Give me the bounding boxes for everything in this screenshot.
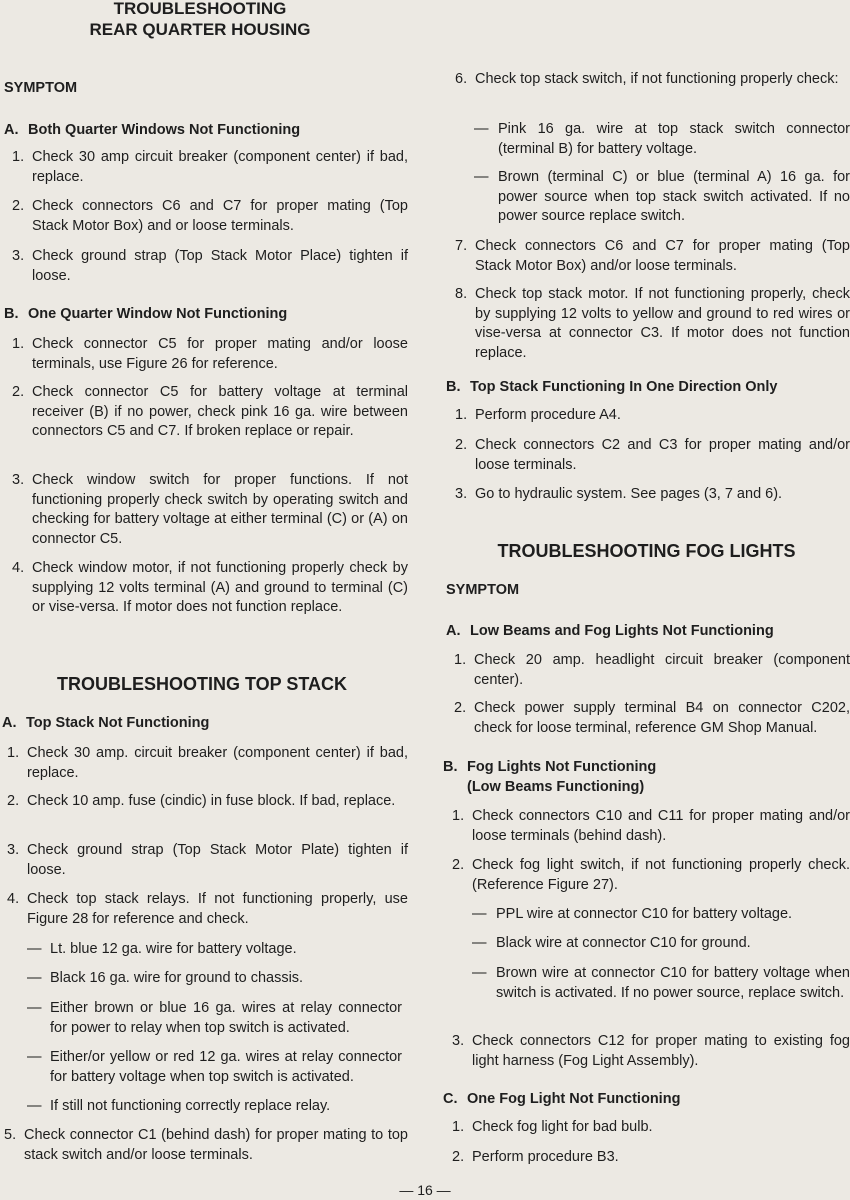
item-text: Check connectors C10 and C11 for proper mating and/or loose terminals (behind dash). bbox=[472, 808, 850, 844]
item-text: Check connector C5 for battery voltage at terminal receiver (B) if no power, check pink 16 ga. wire between connectors C5 and C7. If broken replace or repair. bbox=[32, 384, 408, 439]
item-text: Check 10 amp. fuse (cindic) in fuse block. If bad, replace. bbox=[27, 793, 396, 809]
item-text: Check fog light switch, if not functioning properly check. (Reference Figure 27). bbox=[472, 857, 850, 893]
rear-quarter-title bbox=[0, 0, 400, 40]
item-number: 2. bbox=[12, 384, 25, 400]
dash-text: Brown (terminal C) or blue (terminal A) 16 ga. for power source when top stack switch activated. If no power source replace switch. bbox=[498, 169, 850, 224]
ts-a-item-2 bbox=[7, 792, 408, 812]
item-number: 3. bbox=[12, 472, 25, 488]
section-letter: B. bbox=[446, 379, 461, 395]
rear-quarter-symptom-heading: SYMPTOM bbox=[4, 80, 78, 96]
rq-section-b-heading bbox=[4, 304, 287, 324]
item-text: Check top stack motor. If not functioning properly, check by supplying 12 volts to yellow and ground to red wires or vise-versa at connector C3. If motor does not function replace. bbox=[475, 286, 850, 361]
item-text: Check window motor, if not functioning properly check by supplying 12 volts terminal (A) and ground to terminal (C) or vise-versa. If motor does not function replace. bbox=[32, 560, 408, 615]
ts-a-item-1 bbox=[7, 744, 408, 783]
item-number: 3. bbox=[7, 842, 20, 858]
ts-section-a-heading bbox=[2, 713, 209, 733]
fl-section-c-heading bbox=[443, 1089, 680, 1109]
fog-lights-symptom-heading: SYMPTOM bbox=[446, 582, 520, 598]
item-text: Check connector C1 (behind dash) for proper mating to top stack switch and/or loose terminals. bbox=[24, 1127, 408, 1163]
item-number: 4. bbox=[7, 891, 20, 907]
ts-a4-dash-1 bbox=[27, 940, 402, 960]
ts-b-item-3 bbox=[455, 485, 850, 505]
item-number: 1. bbox=[12, 336, 25, 352]
dash-text: Either brown or blue 16 ga. wires at relay connector for power to relay when top switch is activated. bbox=[50, 1000, 402, 1036]
item-number: 6. bbox=[455, 71, 468, 87]
dash-text: If still not functioning correctly replace relay. bbox=[50, 1098, 331, 1114]
item-number: 2. bbox=[12, 198, 25, 214]
section-title-line1: Fog Lights Not Functioning bbox=[467, 759, 657, 775]
rear-quarter-title-line1: TROUBLESHOOTING bbox=[113, 0, 287, 18]
dash-mark: — bbox=[27, 941, 42, 957]
ts-a-item-8 bbox=[455, 285, 850, 363]
item-number: 2. bbox=[452, 1149, 465, 1165]
rq-section-a-heading bbox=[4, 120, 300, 140]
section-letter: A. bbox=[446, 623, 461, 639]
section-title: Both Quarter Windows Not Functioning bbox=[28, 122, 301, 138]
section-title: One Fog Light Not Functioning bbox=[467, 1091, 681, 1107]
section-letter: C. bbox=[443, 1091, 458, 1107]
page-number: — 16 — bbox=[399, 1182, 451, 1198]
ts-a4-dash-5 bbox=[27, 1097, 402, 1117]
dash-mark: — bbox=[474, 169, 489, 185]
ts-a4-dash-3 bbox=[27, 999, 402, 1038]
item-number: 4. bbox=[12, 560, 25, 576]
rear-quarter-title-line2: REAR QUARTER HOUSING bbox=[89, 20, 311, 39]
item-number: 1. bbox=[454, 652, 467, 668]
section-title-line2: (Low Beams Functioning) bbox=[467, 779, 645, 795]
fl-b2-dash-3 bbox=[472, 964, 850, 1003]
ts-a-item-4 bbox=[7, 890, 408, 929]
section-letter: A. bbox=[4, 122, 19, 138]
item-number: 5. bbox=[4, 1127, 17, 1143]
ts-a-item-5 bbox=[4, 1126, 408, 1165]
item-text: Check connectors C2 and C3 for proper mating and/or loose terminals. bbox=[475, 437, 850, 473]
item-number: 1. bbox=[12, 149, 25, 165]
dash-mark: — bbox=[27, 1000, 42, 1016]
fl-b-item-1 bbox=[452, 807, 850, 846]
ts-b-item-2 bbox=[455, 436, 850, 475]
section-title: Top Stack Functioning In One Direction Only bbox=[470, 379, 778, 395]
item-text: Check ground strap (Top Stack Motor Plate) tighten if loose. bbox=[27, 842, 408, 878]
item-text: Check 30 amp. circuit breaker (component center) if bad, replace. bbox=[27, 745, 408, 781]
dash-mark: — bbox=[472, 935, 487, 951]
fl-b2-dash-1 bbox=[472, 905, 850, 925]
dash-mark: — bbox=[27, 1098, 42, 1114]
item-number: 1. bbox=[452, 1119, 465, 1135]
section-letter: B. bbox=[4, 306, 19, 322]
item-text: Check 30 amp circuit breaker (component center) if bad, replace. bbox=[32, 149, 408, 185]
rq-a-item-2 bbox=[12, 197, 408, 236]
rq-b-item-3 bbox=[12, 471, 408, 549]
fl-section-a-heading bbox=[446, 621, 774, 641]
ts-b-item-1 bbox=[455, 406, 850, 426]
item-number: 2. bbox=[454, 700, 467, 716]
ts-a-item-7 bbox=[455, 237, 850, 276]
fl-a-item-1 bbox=[454, 651, 850, 690]
dash-text: Either/or yellow or red 12 ga. wires at relay connector for battery voltage when top switch is activated. bbox=[50, 1049, 402, 1085]
item-number: 3. bbox=[12, 248, 25, 264]
item-number: 2. bbox=[452, 857, 465, 873]
dash-text: Lt. blue 12 ga. wire for battery voltage. bbox=[50, 941, 297, 957]
section-title: Top Stack Not Functioning bbox=[26, 715, 210, 731]
dash-mark: — bbox=[472, 965, 487, 981]
item-text: Check ground strap (Top Stack Motor Place) tighten if loose. bbox=[32, 248, 408, 284]
item-number: 2. bbox=[7, 793, 20, 809]
dash-mark: — bbox=[27, 970, 42, 986]
fl-b2-dash-2 bbox=[472, 934, 850, 954]
item-text: Check top stack relays. If not functioning properly, use Figure 28 for reference and check. bbox=[27, 891, 408, 927]
ts-a4-dash-2 bbox=[27, 969, 402, 989]
item-number: 3. bbox=[455, 486, 468, 502]
rq-b-item-2 bbox=[12, 383, 408, 442]
top-stack-title: TROUBLESHOOTING TOP STACK bbox=[56, 674, 347, 694]
rq-a-item-3 bbox=[12, 247, 408, 286]
item-text: Go to hydraulic system. See pages (3, 7 and 6). bbox=[475, 486, 783, 502]
section-letter: B. bbox=[443, 759, 458, 775]
ts-a6-dash-1 bbox=[474, 120, 850, 159]
dash-text: Black wire at connector C10 for ground. bbox=[496, 935, 751, 951]
ts-a-item-3 bbox=[7, 841, 408, 880]
fl-b-item-3 bbox=[452, 1032, 850, 1071]
item-text: Check window switch for proper functions. If not functioning properly check switch by operating switch and checking for battery voltage at either terminal (C) or (A) on connector C5. bbox=[32, 472, 408, 547]
fl-section-b-heading bbox=[443, 757, 656, 797]
item-number: 2. bbox=[455, 437, 468, 453]
item-text: Check connector C5 for proper mating and/or loose terminals, use Figure 26 for reference. bbox=[32, 336, 408, 372]
item-text: Perform procedure A4. bbox=[475, 407, 621, 423]
fl-b-item-2 bbox=[452, 856, 850, 895]
fl-c-item-1 bbox=[452, 1118, 850, 1138]
item-text: Check 20 amp. headlight circuit breaker (component center). bbox=[474, 652, 850, 688]
item-text: Check connectors C12 for proper mating to existing fog light harness (Fog Light Assembly). bbox=[472, 1033, 850, 1069]
section-letter: A. bbox=[2, 715, 17, 731]
section-title: Low Beams and Fog Lights Not Functioning bbox=[470, 623, 774, 639]
item-text: Check power supply terminal B4 on connector C202, check for loose terminal, reference GM Shop Manual. bbox=[474, 700, 850, 736]
item-text: Check fog light for bad bulb. bbox=[472, 1119, 653, 1135]
ts-a-item-6 bbox=[455, 70, 850, 90]
dash-text: Black 16 ga. wire for ground to chassis. bbox=[50, 970, 304, 986]
dash-text: PPL wire at connector C10 for battery voltage. bbox=[496, 906, 793, 922]
dash-text: Brown wire at connector C10 for battery voltage when switch is activated. If no power source, replace switch. bbox=[496, 965, 850, 1001]
item-text: Check top stack switch, if not functioning properly check: bbox=[475, 71, 839, 87]
rq-b-item-4 bbox=[12, 559, 408, 618]
item-number: 7. bbox=[455, 238, 468, 254]
item-number: 8. bbox=[455, 286, 468, 302]
fl-c-item-2 bbox=[452, 1148, 850, 1168]
dash-text: Pink 16 ga. wire at top stack switch connector (terminal B) for battery voltage. bbox=[498, 121, 850, 157]
item-text: Perform procedure B3. bbox=[472, 1149, 619, 1165]
fog-lights-title: TROUBLESHOOTING FOG LIGHTS bbox=[497, 541, 796, 561]
item-text: Check connectors C6 and C7 for proper mating (Top Stack Motor Box) and or loose terminals. bbox=[32, 198, 408, 234]
item-number: 3. bbox=[452, 1033, 465, 1049]
rq-a-item-1 bbox=[12, 148, 408, 187]
dash-mark: — bbox=[27, 1049, 42, 1065]
item-number: 1. bbox=[7, 745, 20, 761]
rq-b-item-1 bbox=[12, 335, 408, 374]
dash-mark: — bbox=[472, 906, 487, 922]
item-number: 1. bbox=[455, 407, 468, 423]
item-number: 1. bbox=[452, 808, 465, 824]
ts-section-b-heading bbox=[446, 377, 777, 397]
fl-a-item-2 bbox=[454, 699, 850, 738]
ts-a4-dash-4 bbox=[27, 1048, 402, 1087]
dash-mark: — bbox=[474, 121, 489, 137]
section-title: One Quarter Window Not Functioning bbox=[28, 306, 288, 322]
ts-a6-dash-2 bbox=[474, 168, 850, 227]
item-text: Check connectors C6 and C7 for proper mating (Top Stack Motor Box) and/or loose terminals. bbox=[475, 238, 850, 274]
